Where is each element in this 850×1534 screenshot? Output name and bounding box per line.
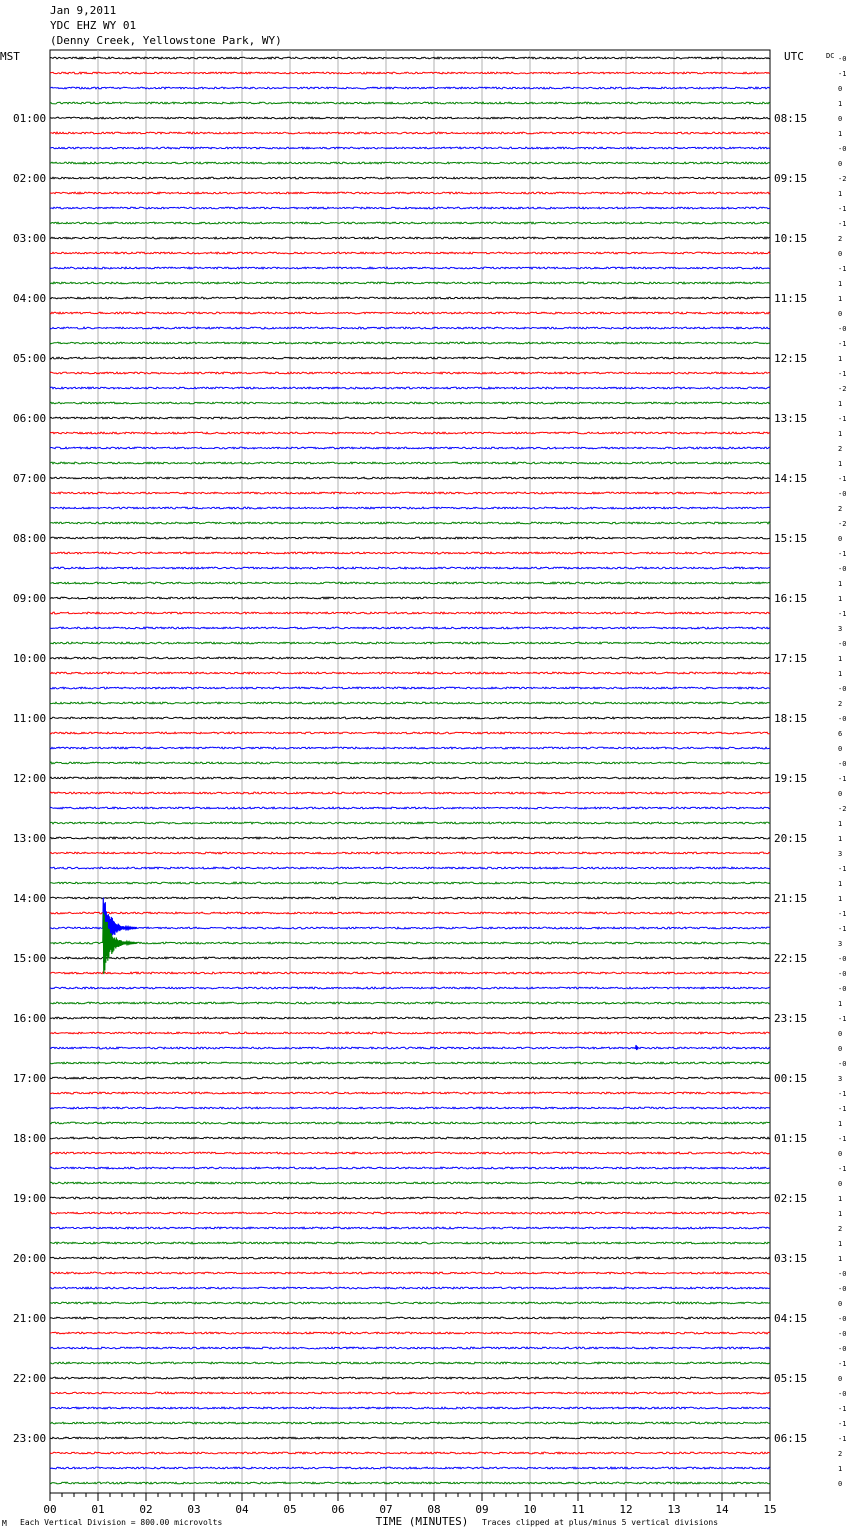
left-hour-label: 02:00 <box>13 172 47 185</box>
x-tick-label: 00 <box>43 1503 57 1516</box>
dc-offset-label: 1 <box>838 820 843 828</box>
dc-offset-label: 1 <box>838 655 843 663</box>
dc-offset-label: 1 <box>838 1120 843 1128</box>
trace-2 <box>50 72 770 74</box>
trace-54 <box>50 852 770 854</box>
dc-offset-label: -0 <box>838 715 847 723</box>
right-hour-label: 06:15 <box>774 1432 808 1445</box>
dc-offset-label: 1 <box>838 880 843 888</box>
dc-offset-label: -0 <box>838 490 847 498</box>
dc-offset-label: 2 <box>838 445 843 453</box>
dc-offset-label: 1 <box>838 430 843 438</box>
trace-79 <box>50 1227 770 1229</box>
trace-42 <box>50 672 770 674</box>
dc-offset-label: 0 <box>838 85 843 93</box>
right-hour-label: 18:15 <box>774 712 808 725</box>
dc-offset-label: -0 <box>838 640 847 648</box>
dc-offset-label: -1 <box>838 340 847 348</box>
dc-offset-label: -2 <box>838 805 847 813</box>
dc-offset-label: -0 <box>838 1330 847 1338</box>
x-tick-label: 07 <box>379 1503 393 1516</box>
right-hour-label: 16:15 <box>774 592 808 605</box>
dc-offset-labels <box>838 55 846 1488</box>
dc-offset-label: 1 <box>838 1240 843 1248</box>
dc-offset-label: 1 <box>838 295 843 303</box>
dc-offset-label: 0 <box>838 1480 843 1488</box>
trace-72 <box>50 1122 770 1124</box>
dc-offset-label: -1 <box>838 70 847 78</box>
left-hour-label: 04:00 <box>13 292 47 305</box>
dc-offset-label: 1 <box>838 580 843 588</box>
event-burst-3 <box>636 1045 639 1050</box>
dc-offset-label: -1 <box>838 1105 847 1113</box>
dc-offset-label: 2 <box>838 1225 843 1233</box>
left-timezone-label: MST <box>0 50 20 63</box>
dc-offset-label: -1 <box>838 865 847 873</box>
dc-offset-label: 0 <box>838 115 843 123</box>
right-hour-label: 23:15 <box>774 1012 808 1025</box>
trace-34 <box>50 552 770 554</box>
left-hour-label: 23:00 <box>13 1432 47 1445</box>
trace-81 <box>50 1257 770 1259</box>
dc-offset-label: 0 <box>838 745 843 753</box>
trace-51 <box>50 807 770 809</box>
right-hour-labels <box>774 112 807 1445</box>
left-hour-label: 18:00 <box>13 1132 47 1145</box>
dc-offset-label: 0 <box>838 790 843 798</box>
dc-offset-label: 1 <box>838 460 843 468</box>
trace-57 <box>50 897 770 899</box>
right-hour-label: 15:15 <box>774 532 808 545</box>
trace-44 <box>50 702 770 704</box>
right-hour-label: 02:15 <box>774 1192 808 1205</box>
left-hour-label: 21:00 <box>13 1312 47 1325</box>
trace-94 <box>50 1452 770 1454</box>
dc-offset-label: -0 <box>838 1390 847 1398</box>
x-tick-label: 06 <box>331 1503 345 1516</box>
trace-59 <box>50 927 770 929</box>
dc-offset-label: -0 <box>838 145 847 153</box>
left-hour-label: 20:00 <box>13 1252 47 1265</box>
dc-offset-label: 0 <box>838 160 843 168</box>
trace-80 <box>50 1242 770 1244</box>
trace-89 <box>50 1377 770 1379</box>
dc-offset-label: 0 <box>838 310 843 318</box>
trace-24 <box>50 402 770 404</box>
x-tick-label: 04 <box>235 1503 249 1516</box>
trace-93 <box>50 1437 770 1439</box>
dc-offset-label: -0 <box>838 1345 847 1353</box>
left-hour-label: 01:00 <box>13 112 47 125</box>
trace-69 <box>50 1077 770 1079</box>
dc-offset-label: 3 <box>838 940 843 948</box>
left-hour-label: 15:00 <box>13 952 47 965</box>
trace-91 <box>50 1407 770 1409</box>
trace-11 <box>50 207 770 209</box>
trace-62 <box>50 972 770 974</box>
trace-90 <box>50 1392 770 1394</box>
trace-75 <box>50 1167 770 1169</box>
dc-offset-label: -0 <box>838 1315 847 1323</box>
dc-offset-label: -1 <box>838 205 847 213</box>
right-hour-label: 11:15 <box>774 292 808 305</box>
dc-offset-label: -0 <box>838 970 847 978</box>
trace-64 <box>50 1002 770 1004</box>
dc-offset-label: -1 <box>838 1090 847 1098</box>
trace-15 <box>50 267 770 269</box>
trace-25 <box>50 417 770 419</box>
dc-offset-label: 2 <box>838 1450 843 1458</box>
trace-58 <box>50 912 770 914</box>
trace-13 <box>50 237 770 239</box>
trace-83 <box>50 1287 770 1289</box>
x-tick-label: 03 <box>187 1503 201 1516</box>
x-tick-label: 15 <box>763 1503 777 1516</box>
trace-48 <box>50 762 770 764</box>
left-hour-label: 16:00 <box>13 1012 47 1025</box>
left-hour-label: 06:00 <box>13 412 47 425</box>
trace-9 <box>50 177 770 179</box>
dc-offset-label: 1 <box>838 280 843 288</box>
dc-label: DC <box>826 52 835 60</box>
dc-offset-label: -0 <box>838 1060 847 1068</box>
seismic-traces <box>50 57 770 1484</box>
dc-offset-label: -1 <box>838 910 847 918</box>
trace-3 <box>50 87 770 89</box>
left-hour-label: 05:00 <box>13 352 47 365</box>
left-hour-label: 22:00 <box>13 1372 47 1385</box>
dc-offset-label: 1 <box>838 835 843 843</box>
x-tick-label: 12 <box>619 1503 633 1516</box>
trace-96 <box>50 1482 770 1484</box>
left-hour-label: 14:00 <box>13 892 47 905</box>
right-hour-label: 04:15 <box>774 1312 808 1325</box>
x-tick-label: 14 <box>715 1503 729 1516</box>
trace-77 <box>50 1197 770 1199</box>
left-hour-labels <box>13 112 46 1445</box>
left-hour-label: 07:00 <box>13 472 47 485</box>
dc-offset-label: 1 <box>838 130 843 138</box>
left-hour-label: 10:00 <box>13 652 47 665</box>
trace-36 <box>50 582 770 584</box>
trace-33 <box>50 537 770 539</box>
right-hour-label: 05:15 <box>774 1372 808 1385</box>
dc-offset-label: 3 <box>838 625 843 633</box>
trace-8 <box>50 162 770 164</box>
trace-53 <box>50 837 770 839</box>
dc-offset-label: -1 <box>838 475 847 483</box>
dc-offset-label: 0 <box>838 250 843 258</box>
trace-18 <box>50 312 770 314</box>
header-location: (Denny Creek, Yellowstone Park, WY) <box>50 34 282 47</box>
dc-offset-label: 1 <box>838 400 843 408</box>
trace-67 <box>50 1047 770 1049</box>
minute-gridlines <box>50 50 770 1493</box>
left-hour-label: 08:00 <box>13 532 47 545</box>
x-tick-label: 02 <box>139 1503 153 1516</box>
x-tick-label: 13 <box>667 1503 681 1516</box>
dc-offset-label: -2 <box>838 385 847 393</box>
dc-offset-label: 1 <box>838 595 843 603</box>
trace-20 <box>50 342 770 344</box>
dc-offset-label: 2 <box>838 235 843 243</box>
trace-41 <box>50 657 770 659</box>
trace-30 <box>50 492 770 494</box>
trace-40 <box>50 642 770 644</box>
trace-60 <box>50 942 770 944</box>
dc-offset-label: -1 <box>838 1015 847 1023</box>
trace-95 <box>50 1467 770 1469</box>
x-tick-label: 11 <box>571 1503 585 1516</box>
dc-offset-label: 1 <box>838 100 843 108</box>
dc-offset-label: 1 <box>838 1000 843 1008</box>
trace-21 <box>50 357 770 359</box>
right-hour-label: 00:15 <box>774 1072 808 1085</box>
dc-offset-label: 0 <box>838 1180 843 1188</box>
trace-37 <box>50 597 770 599</box>
left-hour-label: 17:00 <box>13 1072 47 1085</box>
dc-offset-label: -1 <box>838 220 847 228</box>
trace-29 <box>50 477 770 479</box>
trace-38 <box>50 612 770 614</box>
x-tick-label: 01 <box>91 1503 105 1516</box>
dc-offset-label: 3 <box>838 1075 843 1083</box>
clip-note: Traces clipped at plus/minus 5 vertical divisions <box>482 1518 719 1527</box>
right-hour-label: 03:15 <box>774 1252 808 1265</box>
trace-88 <box>50 1362 770 1364</box>
dc-offset-label: 1 <box>838 1210 843 1218</box>
dc-offset-label: 1 <box>838 1465 843 1473</box>
trace-70 <box>50 1092 770 1094</box>
trace-63 <box>50 987 770 989</box>
dc-offset-label: -0 <box>838 760 847 768</box>
trace-82 <box>50 1272 770 1274</box>
trace-84 <box>50 1302 770 1304</box>
x-axis-title: TIME (MINUTES) <box>375 1515 469 1528</box>
dc-offset-label: -0 <box>838 565 847 573</box>
dc-offset-label: 6 <box>838 730 843 738</box>
trace-68 <box>50 1062 770 1064</box>
left-hour-label: 03:00 <box>13 232 47 245</box>
dc-offset-label: -1 <box>838 415 847 423</box>
left-hour-label: 12:00 <box>13 772 47 785</box>
dc-offset-label: 3 <box>838 850 843 858</box>
event-overlays <box>103 898 638 1050</box>
trace-52 <box>50 822 770 824</box>
header-station: YDC EHZ WY 01 <box>50 19 137 32</box>
right-hour-label: 20:15 <box>774 832 808 845</box>
x-tick-label: 09 <box>475 1503 489 1516</box>
dc-offset-label: -0 <box>838 985 847 993</box>
scale-note: Each Vertical Division = 800.00 microvolts <box>20 1518 223 1527</box>
trace-46 <box>50 732 770 734</box>
dc-offset-label: -1 <box>838 1360 847 1368</box>
dc-offset-label: -1 <box>838 1165 847 1173</box>
trace-31 <box>50 507 770 509</box>
dc-offset-label: 1 <box>838 895 843 903</box>
right-hour-label: 08:15 <box>774 112 808 125</box>
left-hour-label: 19:00 <box>13 1192 47 1205</box>
right-hour-label: 19:15 <box>774 772 808 785</box>
dc-offset-label: 0 <box>838 1150 843 1158</box>
x-tick-label: 10 <box>523 1503 537 1516</box>
dc-offset-label: -1 <box>838 925 847 933</box>
dc-offset-label: 0 <box>838 535 843 543</box>
trace-12 <box>50 222 770 224</box>
trace-71 <box>50 1107 770 1109</box>
dc-offset-label: 0 <box>838 1375 843 1383</box>
trace-85 <box>50 1317 770 1319</box>
trace-26 <box>50 432 770 434</box>
dc-offset-label: 1 <box>838 1195 843 1203</box>
trace-87 <box>50 1347 770 1349</box>
trace-1 <box>50 57 770 59</box>
dc-offset-label: -1 <box>838 1405 847 1413</box>
trace-78 <box>50 1212 770 1214</box>
dc-offset-label: -0 <box>838 955 847 963</box>
dc-offset-label: -0 <box>838 55 847 63</box>
trace-6 <box>50 132 770 134</box>
dc-offset-label: 1 <box>838 190 843 198</box>
dc-offset-label: -0 <box>838 325 847 333</box>
plot-frame <box>50 50 770 1493</box>
trace-92 <box>50 1422 770 1424</box>
right-hour-label: 13:15 <box>774 412 808 425</box>
trace-76 <box>50 1182 770 1184</box>
dc-offset-label: 2 <box>838 505 843 513</box>
right-hour-label: 22:15 <box>774 952 808 965</box>
trace-49 <box>50 777 770 779</box>
dc-offset-label: 0 <box>838 1300 843 1308</box>
trace-73 <box>50 1137 770 1139</box>
trace-16 <box>50 282 770 284</box>
x-tick-label: 08 <box>427 1503 441 1516</box>
right-timezone-label: UTC <box>784 50 804 63</box>
trace-22 <box>50 372 770 374</box>
dc-offset-label: 2 <box>838 700 843 708</box>
dc-offset-label: -1 <box>838 550 847 558</box>
header-date: Jan 9,2011 <box>50 4 117 17</box>
right-hour-label: 10:15 <box>774 232 808 245</box>
footer-notes <box>2 1518 718 1528</box>
trace-7 <box>50 147 770 149</box>
trace-17 <box>50 297 770 299</box>
dc-offset-label: -0 <box>838 1285 847 1293</box>
trace-23 <box>50 387 770 389</box>
dc-offset-label: -1 <box>838 1435 847 1443</box>
trace-86 <box>50 1332 770 1334</box>
right-hour-label: 17:15 <box>774 652 808 665</box>
trace-56 <box>50 882 770 884</box>
trace-61 <box>50 957 770 959</box>
right-hour-label: 21:15 <box>774 892 808 905</box>
trace-45 <box>50 717 770 719</box>
left-hour-label: 13:00 <box>13 832 47 845</box>
left-hour-label: 11:00 <box>13 712 47 725</box>
dc-offset-label: -1 <box>838 610 847 618</box>
dc-offset-label: -0 <box>838 685 847 693</box>
dc-offset-label: -1 <box>838 775 847 783</box>
right-hour-label: 09:15 <box>774 172 808 185</box>
right-hour-label: 14:15 <box>774 472 808 485</box>
trace-47 <box>50 747 770 749</box>
corner-mark: M <box>2 1519 7 1528</box>
dc-offset-label: -1 <box>838 1135 847 1143</box>
trace-50 <box>50 792 770 794</box>
trace-14 <box>50 252 770 254</box>
trace-32 <box>50 522 770 524</box>
trace-55 <box>50 867 770 869</box>
right-hour-label: 01:15 <box>774 1132 808 1145</box>
trace-74 <box>50 1152 770 1154</box>
trace-66 <box>50 1032 770 1034</box>
dc-offset-label: 1 <box>838 1255 843 1263</box>
trace-19 <box>50 327 770 329</box>
trace-4 <box>50 102 770 104</box>
dc-offset-label: -0 <box>838 1270 847 1278</box>
trace-28 <box>50 462 770 464</box>
dc-offset-label: 0 <box>838 1030 843 1038</box>
left-hour-label: 09:00 <box>13 592 47 605</box>
trace-10 <box>50 192 770 194</box>
trace-39 <box>50 627 770 629</box>
dc-offset-label: 1 <box>838 670 843 678</box>
dc-offset-label: 0 <box>838 1045 843 1053</box>
dc-offset-label: -1 <box>838 1420 847 1428</box>
dc-offset-label: -1 <box>838 265 847 273</box>
dc-offset-label: -2 <box>838 520 847 528</box>
trace-5 <box>50 117 770 119</box>
x-tick-label: 05 <box>283 1503 297 1516</box>
dc-offset-label: -1 <box>838 370 847 378</box>
trace-43 <box>50 687 770 689</box>
trace-65 <box>50 1017 770 1019</box>
trace-35 <box>50 567 770 569</box>
dc-offset-label: 1 <box>838 355 843 363</box>
right-hour-label: 12:15 <box>774 352 808 365</box>
trace-27 <box>50 447 770 449</box>
dc-offset-label: -2 <box>838 175 847 183</box>
